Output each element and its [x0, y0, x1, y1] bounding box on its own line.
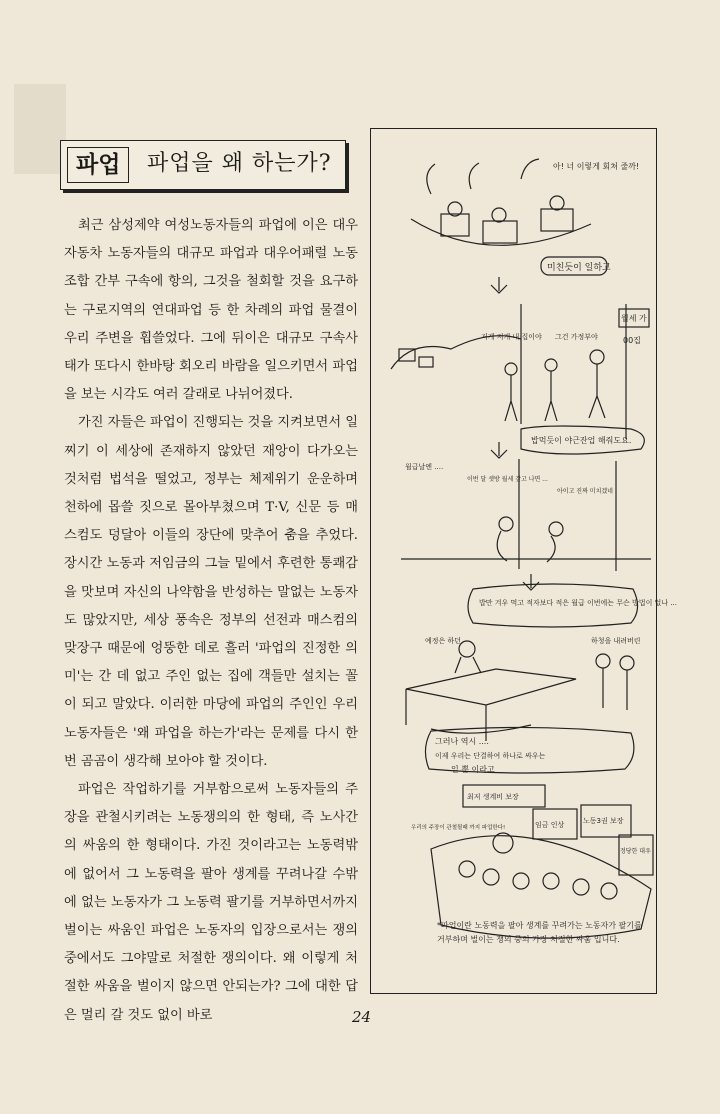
panel3-side: 월급날엔 ....	[405, 463, 444, 471]
panel2-sign-sub: 00집	[623, 336, 641, 345]
sign-4: 정당한 대우	[620, 848, 651, 855]
article-body	[64, 212, 358, 1030]
panel5-caption-c: 일 뿐 이라고	[451, 765, 495, 774]
comic-drawing	[371, 129, 677, 993]
body-paragraph: 파업은 작업하기를 거부함으로써 노동자들의 주장을 관철시키려는 노동쟁의의 한 형태, 즉 노사간의 싸움의 한 형태이다. 가진 것이라고는 노동력밖에 없어서 그 노동력을 팔아 생계를 꾸려나갈 수밖에 없는 노동자가 그 노동력 팔기를 거부하면서까지 벌이는 싸움인 파업은 노동자의 입장으로서는 쟁의 중에서도 그야말로 처절한 쟁의이다. 왜 이렇게 처절한 싸움을 벌이지 않으면 안되는가? 그에 대한 답은 멀리 갈 것도 없이 바로	[64, 782, 358, 1023]
article-title-box	[60, 140, 346, 190]
panel5-speech: 우리의 주장이 관철될때 까지 파업한다!	[411, 825, 506, 831]
panel5-caption-b: 이제 우리는 단결하여 하나로 싸우는	[435, 752, 546, 760]
sign-2: 임금 인상	[535, 821, 565, 829]
panel1-caption: 미친듯이 일하고	[547, 263, 611, 273]
panel4-side: 예정은 하던	[425, 637, 462, 645]
panel2-speech-a: 저게 저게 내 집이야	[481, 333, 542, 341]
panel2-sign: 월세 가	[621, 314, 647, 323]
comic-strip	[370, 128, 677, 994]
panel2-speech-b: 그건 가정부야	[555, 333, 598, 341]
print-blot	[14, 84, 66, 174]
sign-3: 노동3권 보장	[583, 817, 624, 825]
panel5-caption-a: 그러나 역시 ....	[435, 737, 489, 746]
page-number: 24	[352, 1008, 372, 1026]
panel4-side-2: 하청을 내려버린	[591, 637, 641, 645]
panel3-thought-a: 이번 달 셋방 월세 갚고 나면 ...	[467, 476, 548, 483]
panel4-caption: 밥만 겨우 먹고 적자보다 적은 월급 이번에는 무슨 방법이 없나 ...	[479, 599, 677, 607]
body-paragraph: 가진 자들은 파업이 진행되는 것을 지켜보면서 일찌기 이 세상에 존재하지 않았던 재앙이 다가오는 것처럼 법석을 떨었고, 정부는 체제위기 운운하며 천하에 몹쓸 짓으로 몰아부쳤으며 T·V, 신문 등 매스컴도 덩달아 이들의 장단에 맞추어 춤을 추었다. 장시간 노동과 저임금의 그늘 밑에서 후련한 통쾌감을 맛보며 자신의 나약함을 반성하는 말없는 노동자도 많았지만, 세상 풍속은 정부의 선전과 매스컴의 맞장구 때문에 엉뚱한 데로 흘러 '파업의 진정한 의미'는 간 데 없고 주인 없는 집에 객들만 설치는 꼴이 되고 말았다. 이러한 마당에 파업의 주인인 우리 노동자들은 '왜 파업을 하는가'라는 문제를 다시 한번 곰곰이 생각해 보아야 할 것이다.	[64, 415, 358, 769]
article-title: 파업을 왜 하는가?	[147, 151, 332, 176]
sign-1: 최저 생계비 보장	[467, 793, 519, 801]
panel3-caption: 밥먹듯이 야근잔업 해줘도요.	[531, 436, 632, 445]
body-paragraph: 최근 삼성제약 여성노동자들의 파업에 이은 대우자동차 노동자들의 대규모 파업과 대우어패럴 노동조합 간부 구속에 항의, 그것을 철회할 것을 요구하는 구로지역의 연대파업 등 한 차례의 파업 물결이 우리 주변을 휩쓸었다. 그에 뒤이은 대규모 구속사태가 또다시 한바탕 회오리 바람을 일으키면서 파업을 보는 시각도 여러 갈래로 나뉘어졌다.	[64, 218, 358, 403]
comic-footnote: *파업이란 노동력을 팔아 생계를 꾸려가는 노동자가 팔기를 거부하며 벌이는 쟁의 중의 가장 처절한 싸움 입니다.	[437, 921, 642, 944]
panel3-thought-b: 아이고 진짜 미치겠네	[557, 488, 613, 495]
title-tag: 파업	[67, 147, 129, 183]
panel1-exclaim: 아! 너 이렇게 회쳐 줄까!	[553, 162, 640, 171]
